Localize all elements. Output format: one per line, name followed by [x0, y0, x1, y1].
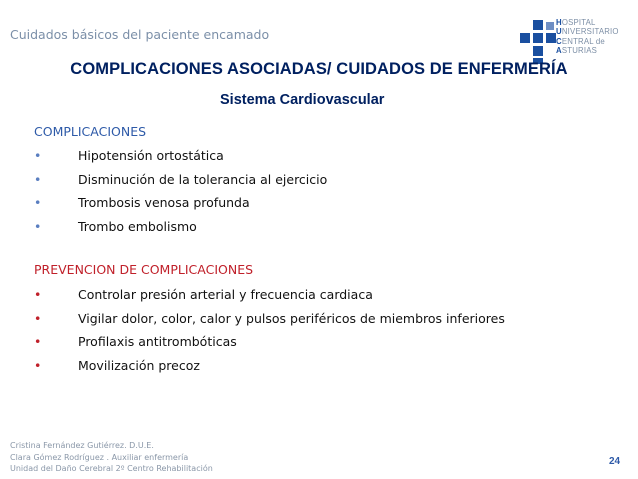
bullet-icon: •: [34, 357, 42, 373]
bullet-icon: •: [34, 287, 42, 302]
bullet-icon: •: [34, 218, 42, 234]
complicaciones-heading: COMPLICACIONES: [34, 124, 147, 139]
course-title: Cuidados básicos del paciente encamado: [10, 27, 270, 42]
logo-line: ASTURIAS: [556, 45, 598, 55]
logo-line: UNIVERSITARIO: [556, 27, 619, 37]
list-item-text: Controlar presión arterial y frecuencia cardiaca: [78, 287, 373, 302]
prevencion-heading: PREVENCION DE COMPLICACIONES: [34, 262, 254, 277]
list-item-text: Hipotensión ortostática: [78, 148, 224, 163]
bullet-icon: •: [34, 195, 42, 210]
logo-text: [556, 18, 619, 55]
list-item-text: Trombosis venosa profunda: [78, 195, 250, 210]
list-item-text: Vigilar dolor, color, calor y pulsos periféricos de miembros inferiores: [78, 310, 505, 326]
bullet-icon: •: [34, 310, 42, 326]
list-item-text: Movilización precoz: [78, 357, 200, 373]
hospital-cross-logo-icon: [520, 20, 556, 64]
list-item-text: Disminución de la tolerancia al ejercicio: [78, 171, 328, 187]
slide-subtitle: Sistema Cardiovascular: [220, 92, 385, 108]
bullet-icon: •: [34, 148, 42, 163]
list-item-text: Profilaxis antitrombóticas: [78, 334, 237, 349]
list-item-text: Trombo embolismo: [78, 218, 197, 234]
footer-line: Clara Gómez Rodríguez . Auxiliar enfermería: [10, 452, 189, 462]
page-number: 24: [609, 456, 621, 467]
footer-line: Cristina Fernández Gutiérrez. D.U.E.: [10, 441, 154, 450]
bullet-icon: •: [34, 171, 42, 187]
logo-line: CENTRAL de: [556, 36, 605, 46]
bullet-icon: •: [34, 334, 42, 349]
footer-line: Unidad del Daño Cerebral 2º Centro Rehabilitación: [10, 464, 213, 473]
logo-line: HOSPITAL: [556, 18, 596, 27]
slide-title: COMPLICACIONES ASOCIADAS/ CUIDADOS DE ENFERMERÍA: [70, 60, 568, 78]
footer-credits: [10, 440, 213, 475]
